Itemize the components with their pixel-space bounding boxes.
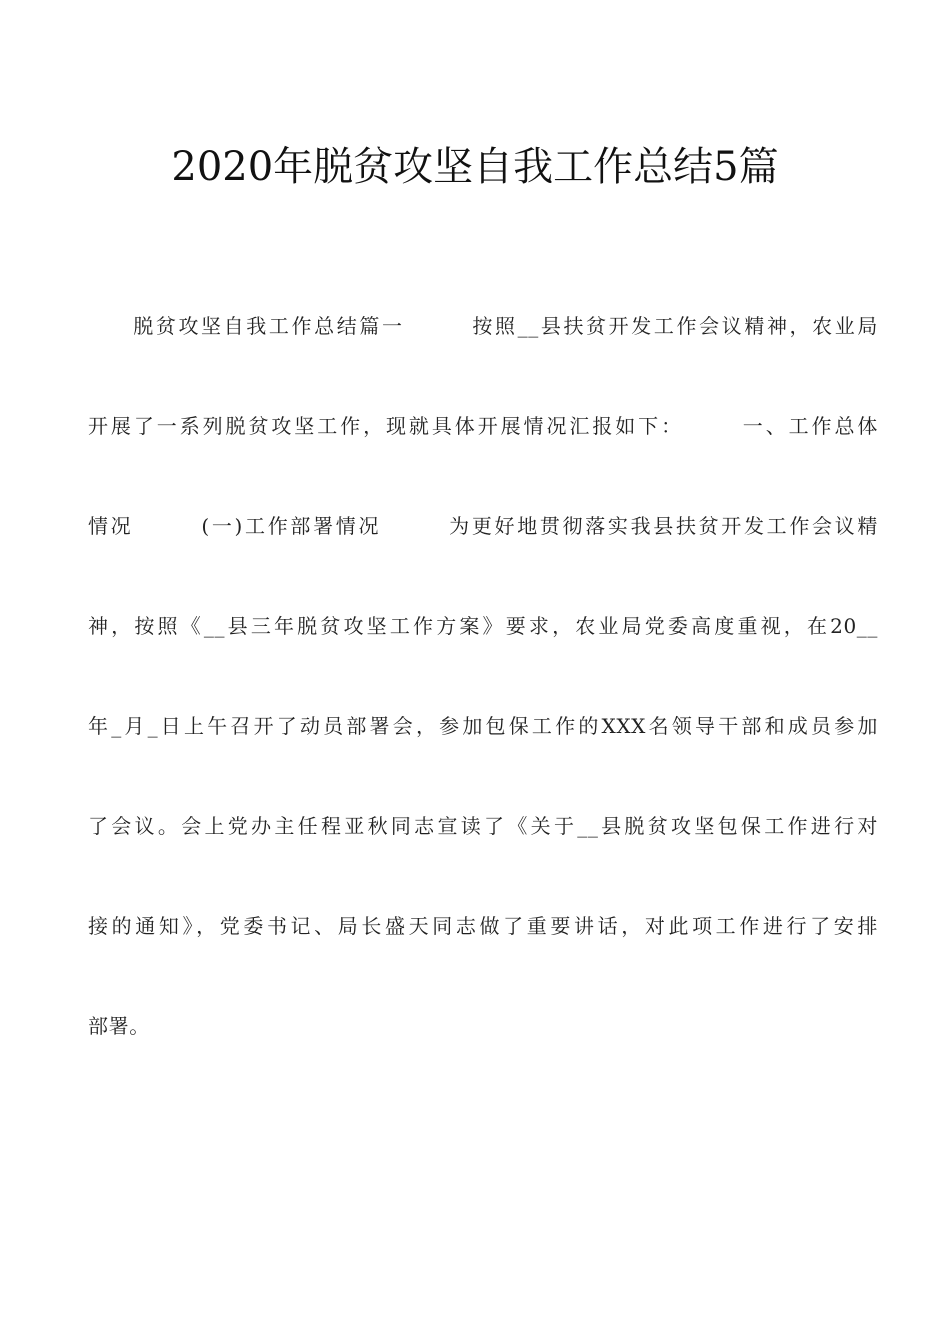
body-line-7: 接的通知》，党委书记、局长盛天同志做了重要讲话，对此项工作进行了安排 [88,914,878,938]
body-line-8: 部署。 [88,1014,150,1038]
body-line-3: 情况 (一)工作部署情况 为更好地贯彻落实我县扶贫开发工作会议精 [88,514,878,538]
body-line-1: 脱贫攻坚自我工作总结篇一 按照__县扶贫开发工作会议精神，农业局 [88,314,878,338]
body-line-5: 年_月_日上午召开了动员部署会，参加包保工作的XXX名领导干部和成员参加 [88,714,878,738]
body-line-6: 了会议。会上党办主任程亚秋同志宣读了《关于__县脱贫攻坚包保工作进行对 [88,814,878,838]
document-title: 2020年脱贫攻坚自我工作总结5篇 [171,144,779,190]
body-line-2: 开展了一系列脱贫攻坚工作，现就具体开展情况汇报如下： 一、工作总体 [88,414,878,438]
body-line-4: 神，按照《__县三年脱贫攻坚工作方案》要求，农业局党委高度重视，在20__ [88,614,878,638]
